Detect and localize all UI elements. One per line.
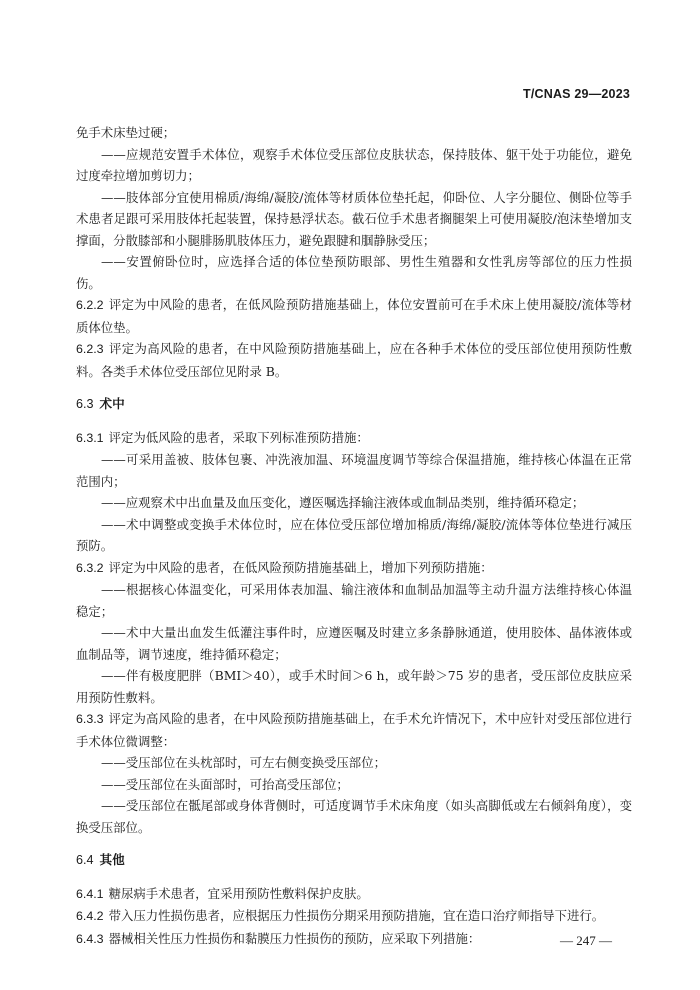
clause-paragraph — [76, 338, 632, 382]
list-item-paragraph: ——肢体部分宜使用棉质/海绵/凝胶/流体等材质体位垫托起，仰卧位、人字分腿位、侧卧位等手术患者足跟可采用肢体托起装置，保持悬浮状态。截石位手术患者搁腿架上可使用凝胶/泡沫垫增加支撑面，分散膝部和小腿腓肠肌肢体压力，避免跟腱和腘静脉受压； — [76, 189, 632, 248]
clause-number: 6.3.2 — [76, 560, 104, 575]
page-number: — 247 — — [560, 933, 612, 948]
list-item-paragraph: ——应观察术中出血量及血压变化，遵医嘱选择输注液体或血制品类别，维持循环稳定； — [101, 495, 585, 510]
clause-text: 评定为低风险的患者，采取下列标准预防措施： — [108, 429, 369, 445]
list-item-paragraph: ——受压部位在骶尾部或身体背侧时，可适度调节手术床角度（如头高脚低或左右倾斜角度），变换受压部位。 — [76, 798, 632, 835]
list-item-paragraph: ——受压部位在头枕部时，可左右侧变换受压部位； — [101, 755, 386, 770]
clause-text: 糖尿病手术患者，宜采用预防性敷料保护皮肤。 — [108, 885, 369, 901]
clause-number: 6.3.3 — [76, 712, 104, 726]
clause-number: 6.2.3 — [76, 342, 104, 356]
clause-number: 6.4.3 — [76, 931, 104, 946]
section-title: 其他 — [99, 852, 125, 867]
list-item-paragraph: ——受压部位在头面部时，可抬高受压部位； — [101, 776, 349, 792]
clause-text: 评定为高风险的患者，在中风险预防措施基础上，应在各种手术体位的受压部位使用预防性敷料。各类手术体位受压部位见附录 B。 — [76, 341, 632, 379]
clause-text: 器械相关性压力性损伤和黏膜压力性损伤的预防，应采取下列措施： — [108, 930, 481, 946]
list-item-paragraph: ——应规范安置手术体位，观察手术体位受压部位皮肤状态，保持肢体、躯干处于功能位，避免过度牵拉增加剪切力； — [76, 146, 632, 183]
list-item-paragraph: ——安置俯卧位时，应选择合适的体位垫预防眼部、男性生殖器和女性乳房等部位的压力性损伤。 — [76, 254, 632, 291]
body-paragraph: 免手术床垫过硬； — [76, 125, 176, 140]
section-title: 术中 — [99, 396, 125, 411]
clause-number: 6.3.1 — [76, 430, 104, 445]
clause-paragraph — [76, 905, 632, 928]
clause-number: 6.4.2 — [76, 909, 104, 923]
clause-number: 6.4.1 — [76, 886, 104, 901]
list-item-paragraph: ——术中调整或变换手术体位时，应在体位受压部位增加棉质/海绵/凝胶/流体等体位垫进行减压预防。 — [76, 516, 632, 553]
list-item-paragraph: ——术中大量出血发生低灌注事件时，应遵医嘱及时建立多条静脉通道，使用胶体、晶体液体或血制品等，调节速度，维持循环稳定； — [76, 625, 632, 662]
clause-paragraph — [76, 928, 632, 951]
clause-paragraph — [76, 427, 632, 450]
clause-text: 带入压力性损伤患者，应根据压力性损伤分期采用预防措施，宜在造口治疗师指导下进行。 — [108, 908, 605, 923]
list-item-paragraph: ——根据核心体温变化，可采用体表加温、输注液体和血制品加温等主动升温方法维持核心体温稳定； — [76, 582, 632, 619]
clause-text: 评定为中风险的患者，在低风险预防措施基础上，增加下列预防措施： — [108, 559, 493, 575]
section-number: 6.3 — [76, 397, 94, 411]
section-heading — [76, 849, 632, 872]
document-code: T/CNAS 29—2023 — [522, 87, 630, 101]
section-heading — [76, 393, 632, 416]
clause-paragraph — [76, 294, 632, 338]
clause-text: 评定为高风险的患者，在中风险预防措施基础上，在手术允许情况下，术中应针对受压部位进行手术体位微调整： — [76, 711, 632, 749]
clause-number: 6.2.2 — [76, 298, 104, 312]
section-number: 6.4 — [76, 853, 94, 867]
clause-paragraph — [76, 883, 632, 906]
clause-text: 评定为中风险的患者，在低风险预防措施基础上，体位安置前可在手术床上使用凝胶/流体等材质体位垫。 — [76, 297, 632, 335]
clause-paragraph — [76, 708, 632, 752]
list-item-paragraph: ——可采用盖被、肢体包裹、冲洗液加温、环境温度调节等综合保温措施，维持核心体温在正常范围内； — [76, 452, 632, 489]
clause-paragraph — [76, 557, 632, 580]
document-body — [76, 122, 632, 950]
list-item-paragraph: ——伴有极度肥胖（BMI＞40），或手术时间＞6 h，或年龄＞75 岁的患者，受压部位皮肤应采用预防性敷料。 — [76, 668, 632, 705]
